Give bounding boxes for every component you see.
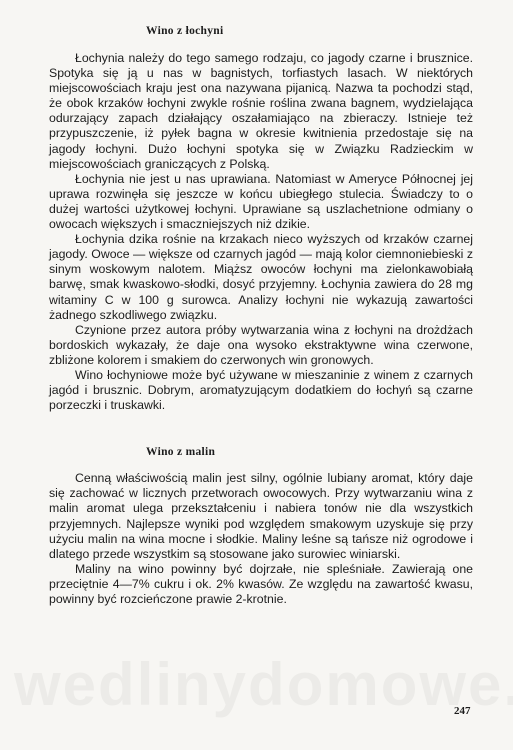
paragraph: Łochynia nie jest u nas uprawiana. Natomiast w Ameryce Północnej jej uprawa rozwinęła się jeszcze w końcu ubiegłego stulecia. Świadczy to o dużej wartości użytkowej łochyni. Uprawiane są uszlachetnione odmiany o owocach większych i smaczniejszych niż dzikie. (49, 171, 473, 232)
paragraph: Maliny na wino powinny być dojrzałe, nie spleśniałe. Zawierają one przeciętnie 4—7% cukru i ok. 2% kwasów. Ze względu na zawartość kwasu, powinny być rozcieńczone prawie 2-krotnie. (49, 561, 473, 606)
paragraph: Łochynia należy do tego samego rodzaju, co jagody czarne i brusznice. Spotyka się ją u nas w bagnistych, torfiastych lasach. W niektórych miejscowościach kraju jest ona nazywana pijanicą. Nazwa ta pochodzi stąd, że obok krzaków łochyni zwykle rośnie roślina zwana bagnem, wydzielająca odurzający zapach działający oszałamiająco na zbieraczy. Istnieje też przypuszczenie, iż pyłek bagna w okresie kwitnienia przedostaje się na jagody łochyni. Dużo łochyni spotyka się w Związku Radzieckim w miejscowościach graniczących z Polską. (49, 51, 473, 171)
paragraph: Czynione przez autora próby wytwarzania wina z łochyni na drożdżach bordoskich wykazały, że daje ona wysoko ekstraktywne wina czerwone, zbliżone kolorem i smakiem do czerwonych win gronowych. (49, 322, 473, 367)
page-number: 247 (454, 705, 471, 717)
paragraph: Łochynia dzika rośnie na krzakach nieco wyższych od krzaków czarnej jagody. Owoce — większe od czarnych jagód — mają kolor ciemnoniebieski z sinym woskowym nalotem. Miąższ owoców łochyni ma zielonkawobiałą barwę, smak kwaskowo-słodki, dosyć przyjemny. Łochynia zawiera do 28 mg witaminy C w 100 g surowca. Analizy łochyni nie wykazują zawartości żadnego szkodliwego związku. (49, 232, 473, 322)
section-title-wino-z-malin: Wino z malin (146, 446, 216, 459)
paragraph: Cenną właściwością malin jest silny, ogólnie lubiany aromat, który daje się zachować w licznych przetworach owocowych. Przy wytwarzaniu wina z malin aromat ulega przekształceniu i nabiera tonów nie dla wszystkich przyjemnych. Najlepsze wyniki pod względem smakowym uzyskuje się przy użyciu malin na wina mocne i słodkie. Maliny leśne są tańsze niż ogrodowe i dlatego przede wszystkim są stosowane jako surowiec winiarski. (49, 471, 473, 561)
watermark (14, 650, 513, 719)
paragraph: Wino łochyniowe może być używane w mieszaninie z winem z czarnych jagód i brusznic. Dobrym, aromatyzującym dodatkiem do łochyń są czarne porzeczki i truskawki. (49, 367, 473, 413)
section-title-wino-z-lochyni: Wino z łochyni (146, 25, 224, 37)
